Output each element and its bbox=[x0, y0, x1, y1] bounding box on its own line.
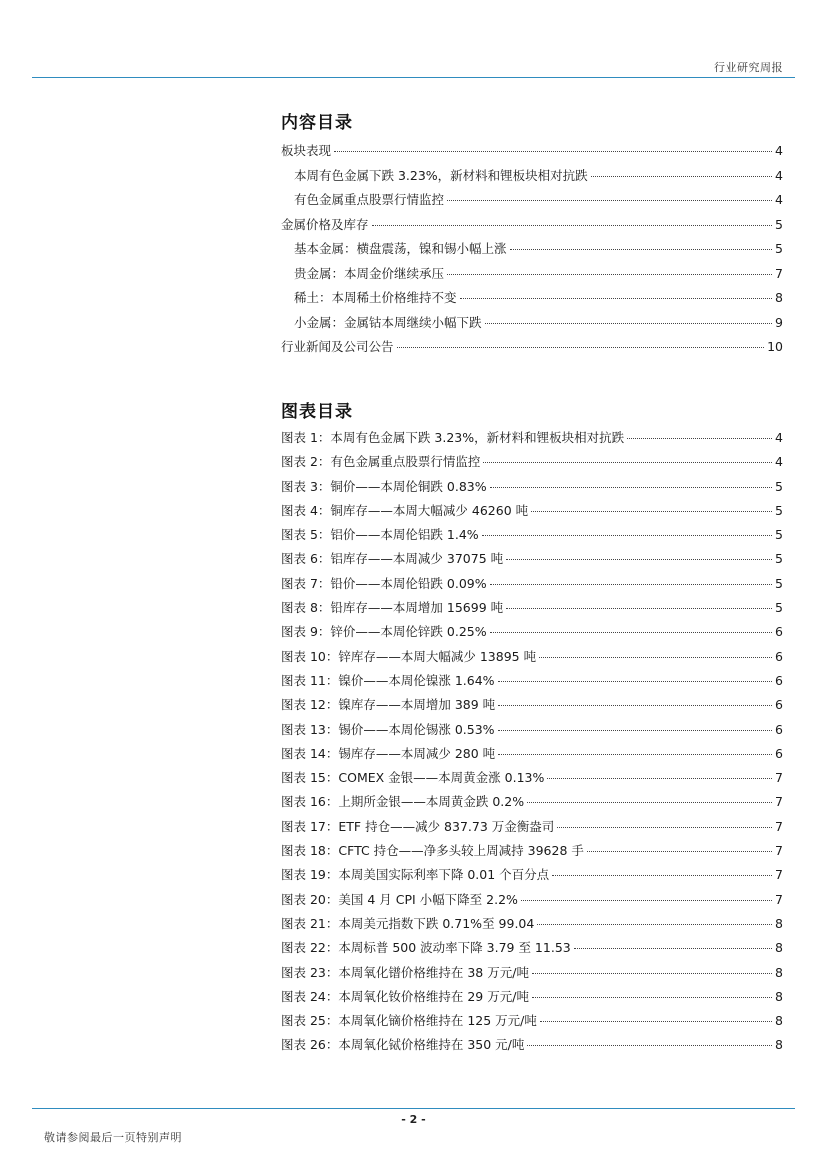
figure-entry-page-number: 6 bbox=[775, 624, 783, 640]
figure-entry-page-number: 8 bbox=[775, 915, 783, 931]
contents-entry[interactable] bbox=[281, 166, 783, 191]
figure-entry-page-number: 8 bbox=[775, 964, 783, 980]
dot-leader bbox=[527, 1045, 772, 1046]
figure-entry[interactable] bbox=[281, 525, 783, 549]
contents-entry-label: 基本金属：横盘震荡，镍和锡小幅上涨 bbox=[294, 241, 507, 256]
figure-entry-page-number: 5 bbox=[775, 575, 783, 591]
dot-leader bbox=[485, 323, 773, 324]
figure-entry[interactable] bbox=[281, 720, 783, 744]
figure-entry-label: 图表 22：本周标普 500 波动率下降 3.79 至 11.53 bbox=[281, 940, 571, 956]
contents-entry-page-number: 9 bbox=[775, 314, 783, 330]
figure-entry-label: 图表 19：本周美国实际利率下降 0.01 个百分点 bbox=[281, 867, 550, 883]
figure-entry[interactable] bbox=[281, 914, 783, 938]
figure-entry-page-number: 6 bbox=[775, 721, 783, 737]
dot-leader bbox=[498, 730, 772, 731]
figure-entry[interactable] bbox=[281, 477, 783, 501]
contents-entry[interactable] bbox=[281, 337, 783, 362]
figure-entry[interactable] bbox=[281, 890, 783, 914]
figure-entry[interactable] bbox=[281, 452, 783, 476]
figure-entry-label: 图表 7：铅价——本周伦铅跌 0.09% bbox=[281, 575, 487, 591]
figure-entry-label: 图表 2：有色金属重点股票行情监控 bbox=[281, 454, 481, 470]
dot-leader bbox=[552, 875, 772, 876]
figure-entry[interactable] bbox=[281, 792, 783, 816]
footer-divider bbox=[32, 1108, 795, 1109]
dot-leader bbox=[531, 511, 772, 512]
dot-leader bbox=[372, 225, 773, 226]
dot-leader bbox=[574, 948, 772, 949]
figure-entry[interactable] bbox=[281, 501, 783, 525]
figure-entry-label: 图表 16：上期所金银——本周黄金跌 0.2% bbox=[281, 794, 525, 810]
dot-leader bbox=[447, 274, 772, 275]
figure-entry-label: 图表 26：本周氧化铽价格维持在 350 元/吨 bbox=[281, 1037, 525, 1053]
contents-entry-label: 本周有色金属下跌 3.23%，新材料和锂板块相对抗跌 bbox=[294, 167, 588, 183]
figure-entry-label: 图表 3：铜价——本周伦铜跌 0.83% bbox=[281, 478, 487, 494]
dot-leader bbox=[547, 778, 772, 779]
figure-entry-label: 图表 18：CFTC 持仓——净多头较上周减持 39628 手 bbox=[281, 843, 584, 859]
figure-entry-label: 图表 13：锡价——本周伦锡涨 0.53% bbox=[281, 721, 495, 737]
contents-entry[interactable] bbox=[281, 264, 783, 289]
figure-entry-page-number: 7 bbox=[775, 867, 783, 883]
figure-entry-page-number: 4 bbox=[775, 430, 783, 445]
figure-entry[interactable] bbox=[281, 622, 783, 646]
figure-entry-page-number: 5 bbox=[775, 527, 783, 543]
figure-entry[interactable] bbox=[281, 549, 783, 573]
figure-entry-page-number: 7 bbox=[775, 818, 783, 834]
dot-leader bbox=[540, 1021, 772, 1022]
figure-entry-page-number: 5 bbox=[775, 600, 783, 616]
contents-entry-page-number: 8 bbox=[775, 290, 783, 305]
figure-entry-label: 图表 20：美国 4 月 CPI 小幅下降至 2.2% bbox=[281, 891, 518, 907]
dot-leader bbox=[627, 438, 772, 439]
figure-entry-label: 图表 23：本周氧化镨价格维持在 38 万元/吨 bbox=[281, 964, 529, 980]
dot-leader bbox=[498, 705, 772, 706]
figure-entry-page-number: 7 bbox=[775, 770, 783, 786]
contents-entry-label: 小金属：金属钴本周继续小幅下跌 bbox=[294, 314, 482, 330]
figure-entry[interactable] bbox=[281, 647, 783, 671]
dot-leader bbox=[521, 900, 772, 901]
contents-entry-label: 行业新闻及公司公告 bbox=[281, 339, 394, 354]
figure-entry-label: 图表 10：锌库存——本周大幅减少 13895 吨 bbox=[281, 648, 537, 664]
contents-entry-label: 有色金属重点股票行情监控 bbox=[294, 192, 445, 207]
figure-entry-label: 图表 5：铝价——本周伦铝跌 1.4% bbox=[281, 527, 479, 543]
figure-entry-page-number: 8 bbox=[775, 940, 783, 956]
figure-entry[interactable] bbox=[281, 695, 783, 719]
dot-leader bbox=[506, 608, 772, 609]
contents-entry-label: 贵金属：本周金价继续承压 bbox=[294, 265, 445, 281]
dot-leader bbox=[506, 559, 772, 560]
contents-entry-page-number: 4 bbox=[775, 192, 783, 207]
dot-leader bbox=[490, 632, 772, 633]
dot-leader bbox=[587, 851, 772, 852]
figure-entry[interactable] bbox=[281, 744, 783, 768]
figure-entry[interactable] bbox=[281, 963, 783, 987]
figure-entry-label: 图表 15：COMEX 金银——本周黄金涨 0.13% bbox=[281, 770, 545, 786]
contents-entry-page-number: 5 bbox=[775, 216, 783, 232]
dot-leader bbox=[532, 997, 772, 998]
contents-entry[interactable] bbox=[281, 239, 783, 264]
dot-leader bbox=[334, 151, 772, 152]
figure-entry-label: 图表 14：锡库存——本周减少 280 吨 bbox=[281, 745, 496, 761]
figure-entry[interactable] bbox=[281, 768, 783, 792]
figure-entry-page-number: 6 bbox=[775, 745, 783, 761]
figure-entry-page-number: 8 bbox=[775, 1037, 783, 1053]
contents-entry-label: 金属价格及库存 bbox=[281, 216, 369, 232]
dot-leader bbox=[498, 754, 772, 755]
contents-entry[interactable] bbox=[281, 215, 783, 240]
dot-leader bbox=[539, 657, 772, 658]
dot-leader bbox=[527, 802, 772, 803]
dot-leader bbox=[490, 584, 772, 585]
contents-entry[interactable] bbox=[281, 288, 783, 313]
figure-entry-label: 图表 21：本周美元指数下跌 0.71%至 99.04 bbox=[281, 915, 535, 931]
dot-leader bbox=[591, 176, 772, 177]
page-number: - 2 - bbox=[401, 1113, 426, 1126]
figure-entry-label: 图表 6：铝库存——本周减少 37075 吨 bbox=[281, 551, 504, 567]
dot-leader bbox=[447, 200, 772, 201]
contents-entry-page-number: 4 bbox=[775, 143, 783, 158]
dot-leader bbox=[532, 973, 772, 974]
figure-entry-page-number: 7 bbox=[775, 891, 783, 907]
figure-entry-label: 图表 24：本周氧化钕价格维持在 29 万元/吨 bbox=[281, 988, 529, 1004]
figure-entry-label: 图表 8：铅库存——本周增加 15699 吨 bbox=[281, 600, 504, 616]
dot-leader bbox=[483, 462, 772, 463]
dot-leader bbox=[537, 924, 772, 925]
figure-entry-page-number: 4 bbox=[775, 454, 783, 470]
figure-entry-label: 图表 9：锌价——本周伦锌跌 0.25% bbox=[281, 624, 487, 640]
figures-title: 图表目录 bbox=[281, 402, 353, 422]
figure-entry-page-number: 8 bbox=[775, 988, 783, 1004]
figure-entry-page-number: 7 bbox=[775, 794, 783, 810]
figure-entry[interactable] bbox=[281, 841, 783, 865]
figure-entry-label: 图表 12：镍库存——本周增加 389 吨 bbox=[281, 697, 496, 713]
figures-list bbox=[281, 428, 783, 1060]
figure-entry[interactable] bbox=[281, 671, 783, 695]
figure-entry[interactable] bbox=[281, 1011, 783, 1035]
contents-entry-page-number: 4 bbox=[775, 167, 783, 183]
contents-entry-label: 板块表现 bbox=[281, 143, 332, 158]
contents-title: 内容目录 bbox=[281, 113, 353, 133]
figure-entry-page-number: 7 bbox=[775, 843, 783, 859]
figure-entry-label: 图表 1：本周有色金属下跌 3.23%，新材料和锂板块相对抗跌 bbox=[281, 430, 625, 445]
figure-entry[interactable] bbox=[281, 938, 783, 962]
figure-entry[interactable] bbox=[281, 1035, 783, 1059]
figure-entry-label: 图表 4：铜库存——本周大幅减少 46260 吨 bbox=[281, 502, 529, 518]
dot-leader bbox=[460, 298, 773, 299]
contents-entry[interactable] bbox=[281, 141, 783, 166]
contents-entry-page-number: 10 bbox=[767, 339, 783, 354]
dot-leader bbox=[510, 249, 773, 250]
header-divider bbox=[32, 77, 795, 78]
dot-leader bbox=[397, 347, 765, 348]
figure-entry[interactable] bbox=[281, 428, 783, 452]
figure-entry-label: 图表 25：本周氧化镝价格维持在 125 万元/吨 bbox=[281, 1013, 537, 1029]
contents-list bbox=[281, 141, 783, 362]
contents-entry-page-number: 7 bbox=[775, 265, 783, 281]
disclaimer-note: 敬请参阅最后一页特别声明 bbox=[44, 1131, 182, 1144]
figure-entry-page-number: 6 bbox=[775, 697, 783, 713]
figure-entry[interactable] bbox=[281, 865, 783, 889]
contents-entry-label: 稀土：本周稀土价格维持不变 bbox=[294, 290, 457, 305]
figure-entry-page-number: 5 bbox=[775, 502, 783, 518]
figure-entry-page-number: 5 bbox=[775, 551, 783, 567]
dot-leader bbox=[498, 681, 772, 682]
report-type-label: 行业研究周报 bbox=[714, 61, 783, 74]
figure-entry-page-number: 6 bbox=[775, 672, 783, 688]
figure-entry-page-number: 6 bbox=[775, 648, 783, 664]
figure-entry-page-number: 5 bbox=[775, 478, 783, 494]
contents-entry[interactable] bbox=[281, 313, 783, 338]
figure-entry[interactable] bbox=[281, 598, 783, 622]
figure-entry[interactable] bbox=[281, 987, 783, 1011]
dot-leader bbox=[482, 535, 772, 536]
dot-leader bbox=[557, 827, 772, 828]
figure-entry[interactable] bbox=[281, 817, 783, 841]
figure-entry-page-number: 8 bbox=[775, 1013, 783, 1029]
dot-leader bbox=[490, 487, 772, 488]
figure-entry[interactable] bbox=[281, 574, 783, 598]
contents-entry[interactable] bbox=[281, 190, 783, 215]
figure-entry-label: 图表 17：ETF 持仓——减少 837.73 万金衡盎司 bbox=[281, 818, 555, 834]
contents-entry-page-number: 5 bbox=[775, 241, 783, 256]
figure-entry-label: 图表 11：镍价——本周伦镍涨 1.64% bbox=[281, 672, 495, 688]
